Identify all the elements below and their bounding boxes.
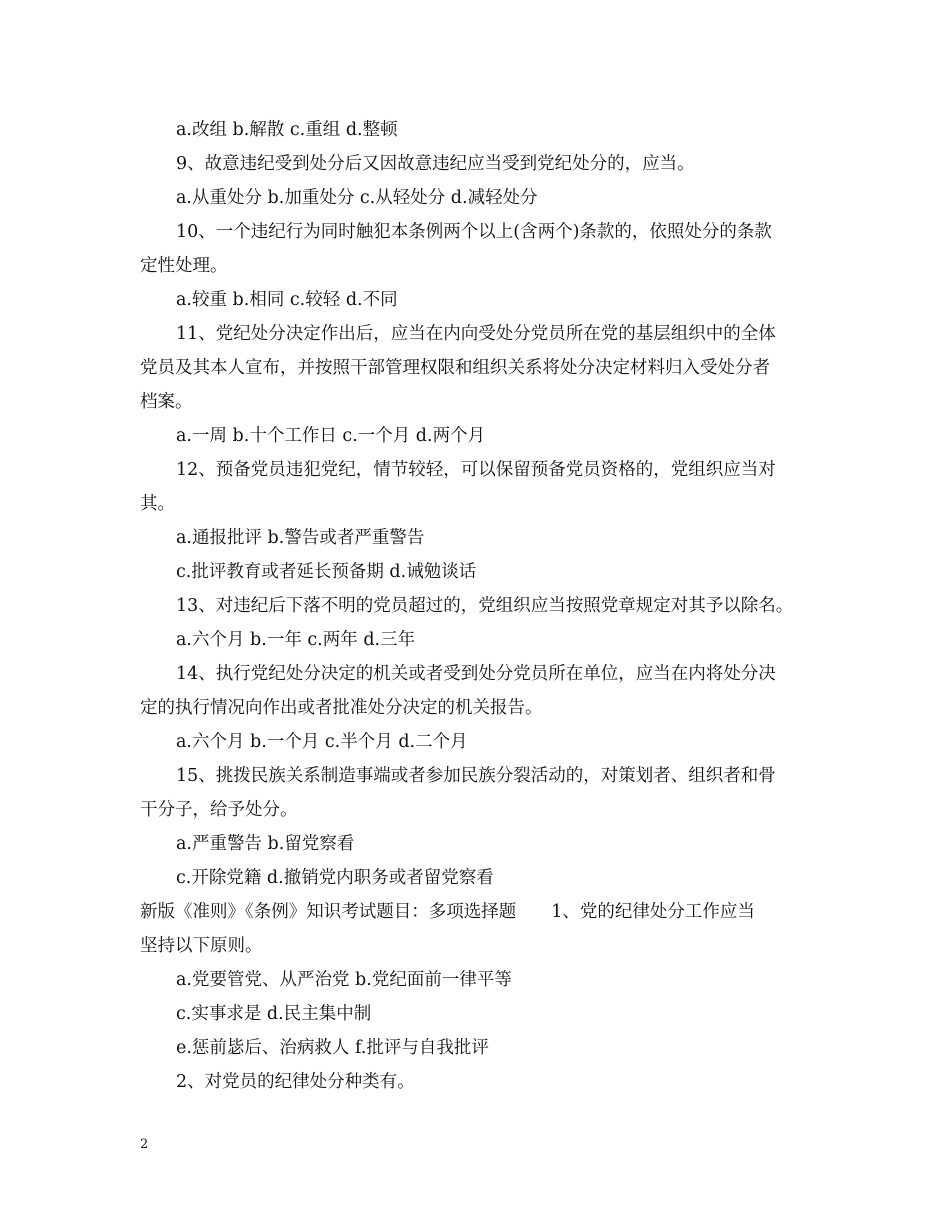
text-line: 新版《准则》《条例》知识考试题目：多项选择题 1、党的纪律处分工作应当 (140, 902, 755, 922)
text-line: c.开除党籍 d.撤销党内职务或者留党察看 (176, 868, 494, 888)
text-line: 15、挑拨民族关系制造事端或者参加民族分裂活动的，对策划者、组织者和骨 (176, 766, 776, 786)
text-line: 2、对党员的纪律处分种类有。 (176, 1072, 415, 1092)
text-line: a.从重处分 b.加重处分 c.从轻处分 d.减轻处分 (176, 188, 538, 208)
text-line: a.六个月 b.一个月 c.半个月 d.二个月 (176, 732, 468, 752)
text-line: a.严重警告 b.留党察看 (176, 834, 355, 854)
text-line: 9、故意违纪受到处分后又因故意违纪应当受到党纪处分的，应当。 (176, 154, 695, 174)
text-line: 12、预备党员违犯党纪，情节较轻，可以保留预备党员资格的，党组织应当对 (176, 460, 776, 480)
text-line: 其。 (140, 494, 175, 514)
text-line: a.党要管党、从严治党 b.党纪面前一律平等 (176, 970, 512, 990)
text-line: 干分子，给予处分。 (140, 800, 298, 820)
text-line: a.改组 b.解散 c.重组 d.整顿 (176, 120, 398, 140)
text-line: c.批评教育或者延长预备期 d.诫勉谈话 (176, 562, 477, 582)
text-line: a.较重 b.相同 c.较轻 d.不同 (176, 290, 398, 310)
text-line: c.实事求是 d.民主集中制 (176, 1004, 372, 1024)
page-number: 2 (140, 1137, 149, 1152)
text-line: 定性处理。 (140, 256, 228, 276)
document-body (140, 113, 830, 1099)
text-line: 坚持以下原则。 (140, 936, 263, 956)
text-line: a.一周 b.十个工作日 c.一个月 d.两个月 (176, 426, 486, 446)
text-line: a.六个月 b.一年 c.两年 d.三年 (176, 630, 416, 650)
text-line: 13、对违纪后下落不明的党员超过的，党组织应当按照党章规定对其予以除名。 (176, 596, 794, 616)
text-line: 定的执行情况向作出或者批准处分决定的机关报告。 (140, 698, 543, 718)
text-line: e.惩前毖后、治病救人 f.批评与自我批评 (176, 1038, 489, 1058)
text-line: 党员及其本人宣布，并按照干部管理权限和组织关系将处分决定材料归入受处分者 (140, 358, 770, 378)
text-line: 10、一个违纪行为同时触犯本条例两个以上(含两个)条款的，依照处分的条款 (176, 222, 772, 242)
text-line: a.通报批评 b.警告或者严重警告 (176, 528, 425, 548)
text-line: 11、党纪处分决定作出后，应当在内向受处分党员所在党的基层组织中的全体 (176, 324, 776, 344)
text-line: 档案。 (140, 392, 193, 412)
text-line: 14、执行党纪处分决定的机关或者受到处分党员所在单位，应当在内将处分决 (176, 664, 776, 684)
